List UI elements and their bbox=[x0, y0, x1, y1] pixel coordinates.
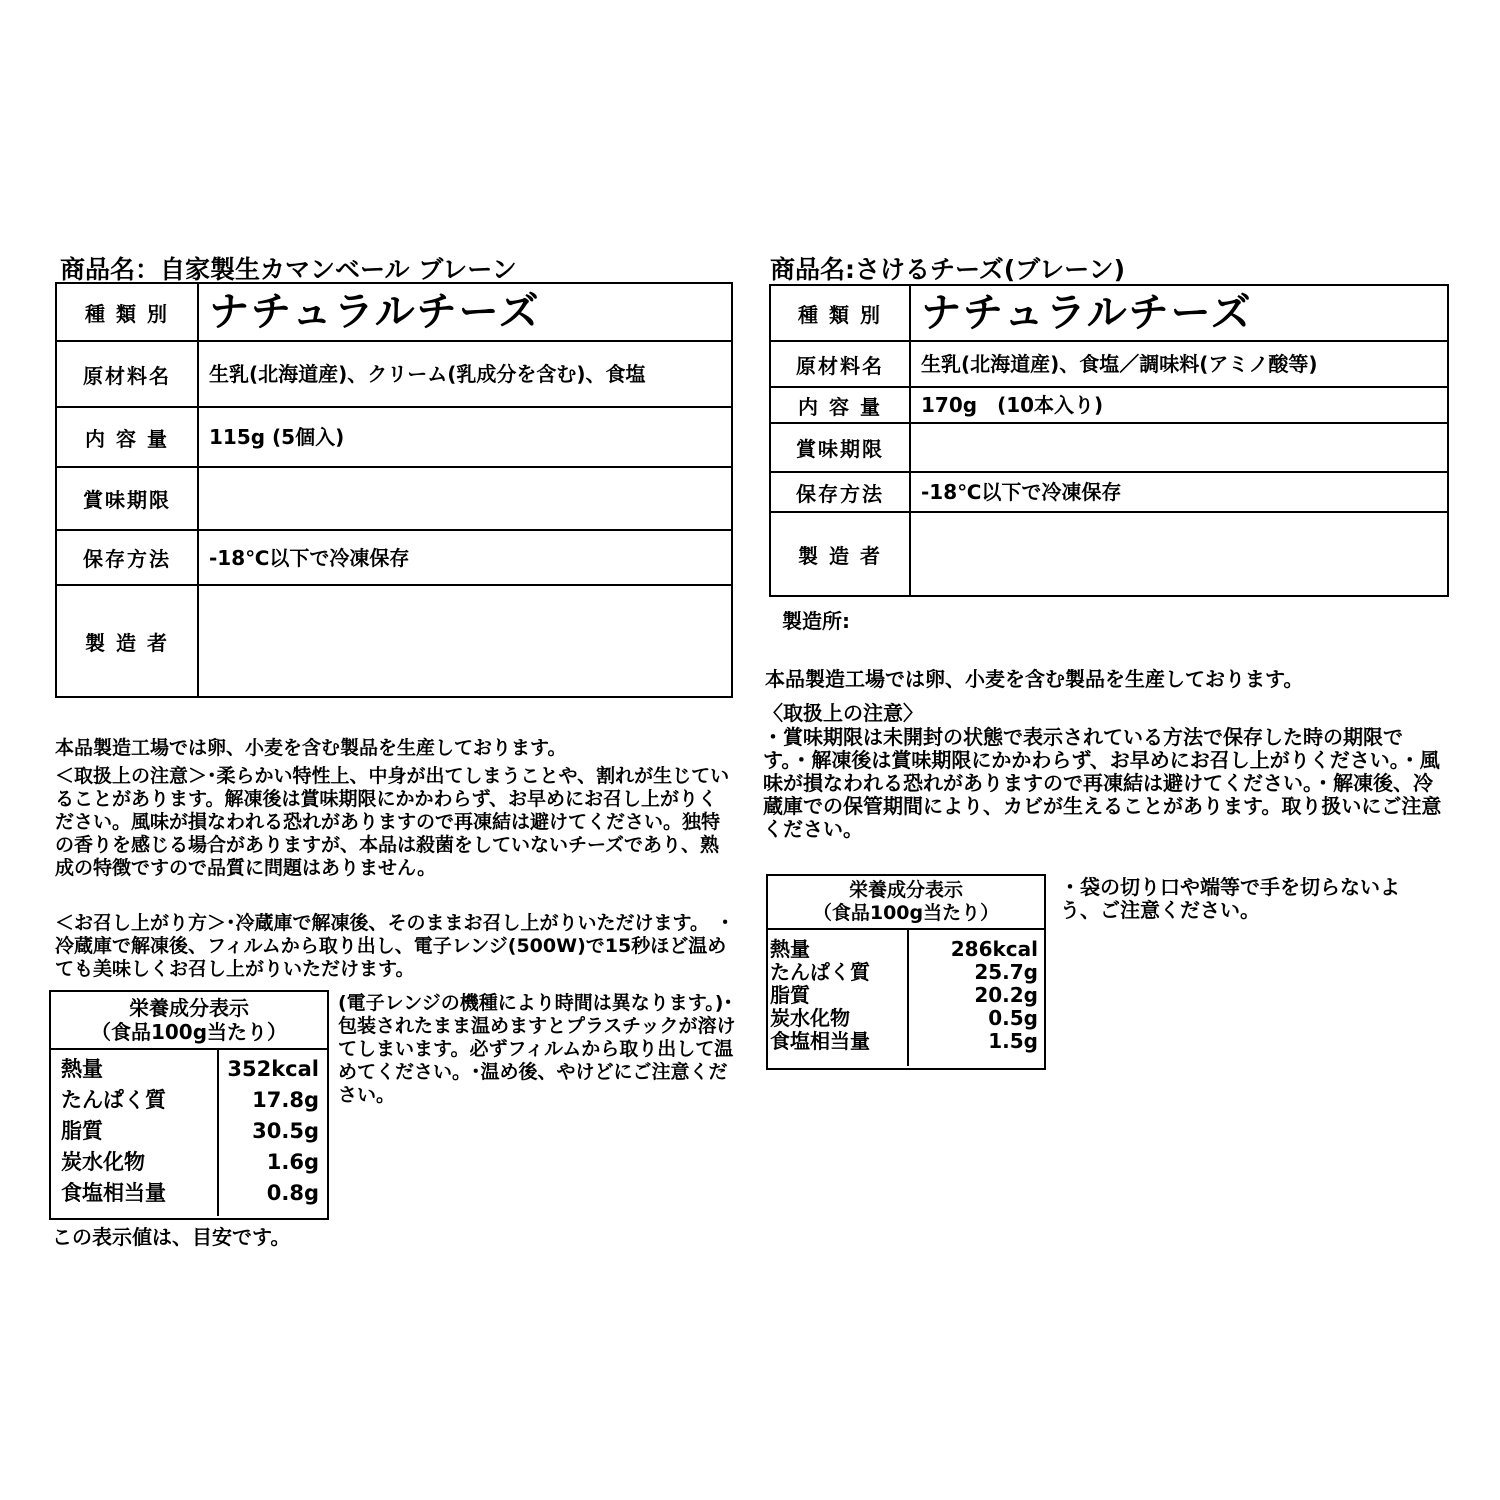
nutrient-value: 0.5g bbox=[988, 1006, 1038, 1030]
spec-value bbox=[910, 512, 1448, 596]
left-handling-note: ＜取扱上の注意＞･柔らかい特性上、中身が出てしまうことや、割れが生じていることがあります。解凍後は賞味期限にかかわらず、お早めにお召し上がりください。風味が損なわれる恐れがありますので再凍結は避けてください。独特の香りを感じる場合がありますが、本品は殺菌をしていないチーズであり、熟成の特徴ですので品質に問題はありません。 bbox=[55, 765, 730, 879]
nutrient-name: たんぱく質 bbox=[770, 960, 870, 984]
spec-value: -18℃以下で冷凍保存 bbox=[910, 472, 1448, 512]
nutrient-value: 352kcal bbox=[227, 1057, 319, 1081]
nutrient-value: 30.5g bbox=[252, 1119, 319, 1143]
spec-value: 115g (5個入) bbox=[198, 407, 732, 467]
right-product-title: 商品名:さけるチーズ(ブレーン) bbox=[770, 255, 1126, 284]
nutrient-name: 熱量 bbox=[770, 937, 810, 961]
left-footnote: この表示値は、目安です。 bbox=[52, 1225, 291, 1249]
spec-value: ナチュラルチーズ bbox=[198, 283, 732, 341]
nutrition-title: 栄養成分表示 bbox=[848, 879, 963, 901]
nutrient-name: 脂質 bbox=[770, 983, 810, 1007]
nutrition-values bbox=[219, 1050, 327, 1216]
nutrient-value: 286kcal bbox=[950, 937, 1038, 961]
spec-label: 種 類 別 bbox=[770, 285, 910, 341]
nutrient-value: 20.2g bbox=[974, 983, 1038, 1007]
nutrient-name: 熱量 bbox=[61, 1057, 103, 1081]
spec-label: 原材料名 bbox=[56, 341, 198, 407]
nutrient-name: 食塩相当量 bbox=[61, 1181, 166, 1205]
left-allergen-note: 本品製造工場では卵、小麦を含む製品を生産しております。 bbox=[55, 737, 567, 759]
nutrient-value: 1.5g bbox=[988, 1029, 1038, 1053]
spec-value bbox=[198, 467, 732, 530]
right-factory-label: 製造所: bbox=[782, 609, 850, 633]
spec-row-ingredients bbox=[770, 341, 1448, 387]
right-handling-note: ・賞味期限は未開封の状態で表示されている方法で保存した時の期限です。・解凍後は賞味期限にかかわらず、お早めにお召し上がりください。・風味が損なわれる恐れがありますので再凍結は避けてください。・解凍後、冷蔵庫での保管期間により、カビが生えることがあります。取り扱いにご注意ください。 bbox=[763, 725, 1442, 841]
spec-label: 種 類 別 bbox=[56, 283, 198, 341]
spec-label: 保存方法 bbox=[770, 472, 910, 512]
nutrient-name: 炭水化物 bbox=[61, 1150, 145, 1174]
spec-label: 製 造 者 bbox=[56, 585, 198, 697]
spec-row-type bbox=[56, 283, 732, 341]
nutrition-header bbox=[768, 876, 1044, 930]
spec-row-storage bbox=[770, 472, 1448, 512]
spec-row-type bbox=[770, 285, 1448, 341]
spec-label: 原材料名 bbox=[770, 341, 910, 387]
spec-value bbox=[910, 423, 1448, 472]
spec-label: 賞味期限 bbox=[770, 423, 910, 472]
spec-row-best-before bbox=[770, 423, 1448, 472]
spec-label: 賞味期限 bbox=[56, 467, 198, 530]
right-nutrition-table bbox=[766, 874, 1046, 1070]
nutrition-title: 栄養成分表示 bbox=[129, 996, 249, 1020]
nutrient-name: 炭水化物 bbox=[770, 1006, 850, 1030]
left-product-title: 商品名：自家製生カマンベール ブレーン bbox=[60, 255, 517, 284]
left-nutrition-table bbox=[49, 990, 329, 1220]
nutrition-values bbox=[909, 930, 1044, 1066]
left-serving-note: ＜お召し上がり方＞･冷蔵庫で解凍後、そのままお召し上がりいただけます。 ・冷蔵庫で解凍後、フィルムから取り出し、電子レンジ(500W)で15秒ほど温めても美味しくお召し上がりいただけます。 bbox=[55, 912, 735, 980]
nutrient-name: 脂質 bbox=[61, 1119, 103, 1143]
nutrition-names bbox=[51, 1050, 219, 1216]
nutrition-subtitle: （食品100g当たり） bbox=[812, 902, 1000, 924]
spec-row-quantity bbox=[56, 407, 732, 467]
nutrition-subtitle: （食品100g当たり） bbox=[90, 1020, 288, 1044]
spec-row-storage bbox=[56, 530, 732, 585]
spec-row-quantity bbox=[770, 387, 1448, 423]
nutrition-header bbox=[51, 992, 327, 1050]
right-spec-table bbox=[769, 284, 1449, 597]
nutrient-name: たんぱく質 bbox=[61, 1088, 166, 1112]
spec-value: ナチュラルチーズ bbox=[910, 285, 1448, 341]
nutrient-value: 0.8g bbox=[266, 1181, 319, 1205]
nutrient-name: 食塩相当量 bbox=[770, 1029, 870, 1053]
spec-value bbox=[198, 585, 732, 697]
spec-value: -18℃以下で冷凍保存 bbox=[198, 530, 732, 585]
spec-value: 生乳(北海道産)、クリーム(乳成分を含む)、食塩 bbox=[198, 341, 732, 407]
left-microwave-note: (電子レンジの機種により時間は異なります。)･包装されたまま温めますとプラスチックが溶けてしまいます。必ずフィルムから取り出して温めてください。･温め後、やけどにご注意ください。 bbox=[338, 992, 736, 1106]
nutrient-value: 17.8g bbox=[252, 1088, 319, 1112]
spec-value: 生乳(北海道産)、食塩／調味料(アミノ酸等) bbox=[910, 341, 1448, 387]
spec-row-manufacturer bbox=[770, 512, 1448, 596]
spec-label: 製 造 者 bbox=[770, 512, 910, 596]
spec-value: 170g (10本入り) bbox=[910, 387, 1448, 423]
spec-row-best-before bbox=[56, 467, 732, 530]
nutrition-names bbox=[768, 930, 909, 1066]
spec-row-ingredients bbox=[56, 341, 732, 407]
right-allergen-note: 本品製造工場では卵、小麦を含む製品を生産しております。 bbox=[765, 667, 1304, 691]
left-spec-table bbox=[55, 282, 733, 698]
spec-label: 保存方法 bbox=[56, 530, 198, 585]
spec-row-manufacturer bbox=[56, 585, 732, 697]
spec-label: 内 容 量 bbox=[56, 407, 198, 467]
nutrient-value: 1.6g bbox=[266, 1150, 319, 1174]
right-bag-note: ・袋の切り口や端等で手を切らないよう、ご注意ください。 bbox=[1060, 875, 1400, 922]
nutrient-value: 25.7g bbox=[974, 960, 1038, 984]
spec-label: 内 容 量 bbox=[770, 387, 910, 423]
right-handling-title: 〈取扱上の注意〉 bbox=[763, 701, 923, 725]
